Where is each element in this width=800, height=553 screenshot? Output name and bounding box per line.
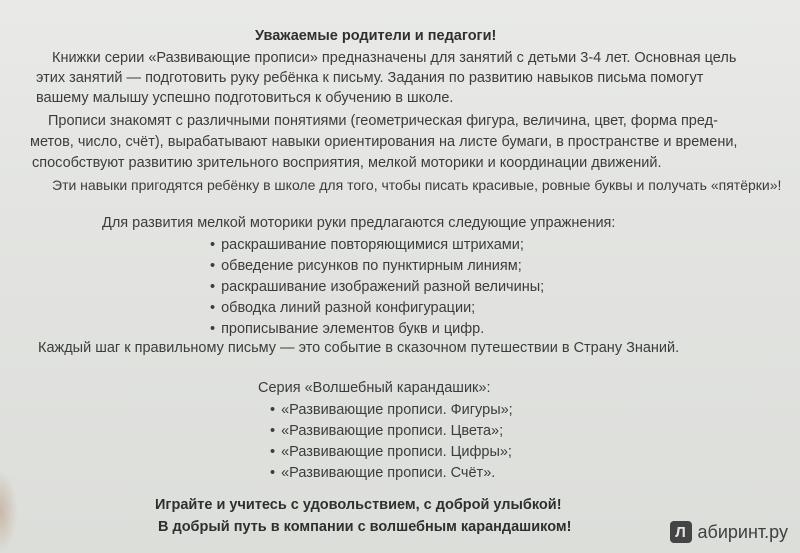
exercise-item: • прописывание элементов букв и цифр. [210,319,544,340]
series-item: • «Развивающие прописи. Фигуры»; [270,400,513,421]
exercise-item: • раскрашивание повторяющимися штрихами; [210,235,544,256]
journey-text: Каждый шаг к правильному письму — это событие в сказочном путешествии в Страну Знаний. [38,340,680,356]
series-list [270,400,513,484]
exercise-item: • раскрашивание изображений разной величины; [210,277,544,298]
para2-line-3: способствуют развитию зрительного восприятия, мелкой моторики и координации движений. [32,155,662,171]
series-title: Серия «Волшебный карандашик»: [258,380,491,396]
para2-line-2: метов, число, счёт), вырабатывают навыки ориентирования на листе бумаги, в пространстве и времени, [30,134,738,150]
series-item: • «Развивающие прописи. Цифры»; [270,442,513,463]
exercises-intro: Для развития мелкой моторики руки предлагаются следующие упражнения: [102,215,616,231]
finger-shadow [0,470,18,553]
intro-line-1: Книжки серии «Развивающие прописи» предназначены для занятий с детьми 3-4 лет. Основная цель [52,50,737,66]
series-item: • «Развивающие прописи. Счёт». [270,463,513,484]
watermark [670,521,788,543]
intro-line-2: этих занятий — подготовить руку ребёнка к письму. Задания по развитию навыков письма помогут [36,70,704,86]
watermark-text: абиринт.ру [697,521,788,542]
exercises-list [210,235,544,340]
labirint-logo-icon: Л [670,521,692,543]
exercise-item: • обводка линий разной конфигурации; [210,298,544,319]
para2-line-1: Прописи знакомят с различными понятиями (геометрическая фигура, величина, цвет, форма пред- [48,113,718,129]
series-item: • «Развивающие прописи. Цвета»; [270,421,513,442]
closing-line-2: В добрый путь в компании с волшебным карандашиком! [158,519,572,535]
para3: Эти навыки пригодятся ребёнку в школе для того, чтобы писать красивые, ровные буквы и получать «пятёрки»! [52,177,782,193]
exercise-item: • обведение рисунков по пунктирным линиям; [210,256,544,277]
page-heading: Уважаемые родители и педагоги! [255,28,497,44]
intro-line-3: вашему малышу успешно подготовиться к обучению в школе. [36,90,454,106]
closing-line-1: Играйте и учитесь с удовольствием, с доброй улыбкой! [155,497,562,513]
